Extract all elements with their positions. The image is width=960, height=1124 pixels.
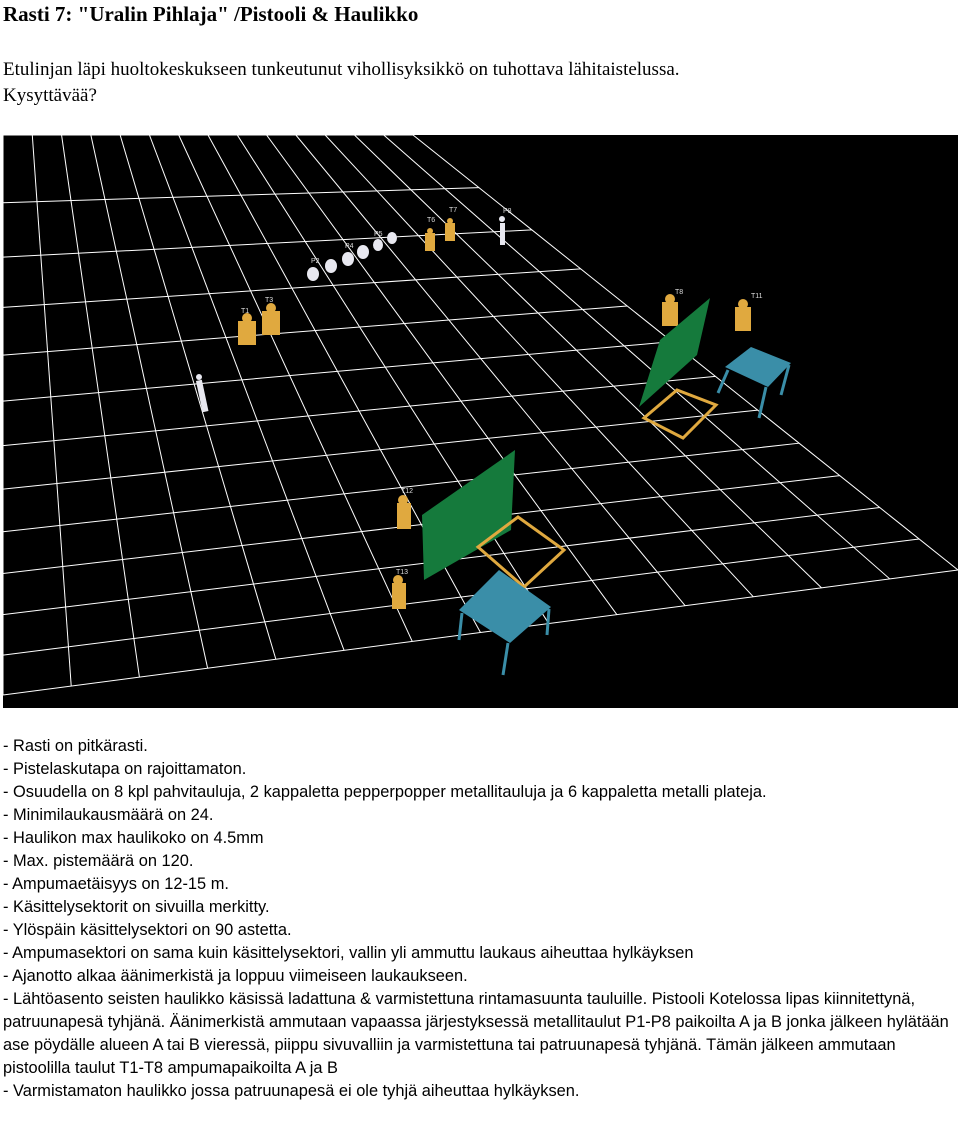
label-t7: T7 <box>449 207 458 214</box>
rule-item: - Pistelaskutapa on rajoittamaton. <box>3 760 247 778</box>
rule-item: - Käsittelysektorit on sivuilla merkitty. <box>3 898 270 916</box>
label-t8: T8 <box>675 289 684 296</box>
label-p8: P8 <box>503 208 512 215</box>
stage-description <box>3 57 680 109</box>
rule-item: - Osuudella on 8 kpl pahvitauluja, 2 kappaletta pepperpopper metallitauluja ja 6 kappaletta metalli plateja. <box>3 783 767 801</box>
table-b <box>459 570 551 675</box>
label-t6: T6 <box>427 217 436 224</box>
stage-layout-3d-view <box>3 135 958 708</box>
target-t3 <box>262 303 280 335</box>
label-t3: T3 <box>265 297 274 304</box>
rule-item: - Ampumaetäisyys on 12-15 m. <box>3 875 229 893</box>
label-t11: T11 <box>751 293 763 300</box>
target-t11 <box>735 299 751 331</box>
target-t8 <box>662 294 678 326</box>
wall-b <box>422 450 515 580</box>
target-t12 <box>397 495 411 529</box>
stage-rules <box>3 735 958 1103</box>
rule-item: - Varmistamaton haulikko jossa patruunapesä ei ole tyhjä aiheuttaa hylkäyksen. <box>3 1082 580 1100</box>
rule-item: - Haulikon max haulikoko on 4.5mm <box>3 829 264 847</box>
target-t1 <box>238 313 256 345</box>
rule-item: - Ampumasektori on sama kuin käsittelysektori, vallin yli ammuttu laukaus aiheuttaa hylkäyksen <box>3 944 694 962</box>
intro-line: Etulinjan läpi huoltokeskukseen tunkeutunut vihollisyksikkö on tuhottava lähitaistelussa. <box>3 59 680 80</box>
rule-item: - Lähtöasento seisten haulikko käsissä ladattuna & varmistettuna rintamasuunta tauluille. Pistooli Kotelossa lipas kiinnitettynä, patruunapesä tyhjänä. Äänimerkistä ammutaan vapaassa järjestyksessä metallitaulut P1-P8 paikoilta A ja B jonka jälkeen hylätään ase pöydälle alueen A tai B vieressä, piippu sivuvalliin ja varmistettuna tai patruunapesä tyhjänä. Tämän jälkeen ammutaan pistoolilla taulut T1-T8 ampumapaikoilta A ja B <box>3 990 949 1077</box>
label-t1: T1 <box>241 308 250 315</box>
rule-item: - Rasti on pitkärasti. <box>3 737 148 755</box>
page-title: Rasti 7: "Uralin Pihlaja" /Pistooli & Haulikko <box>3 2 419 26</box>
shooting-box-a <box>644 390 716 438</box>
label-t13: T13 <box>396 569 409 576</box>
target-t6 <box>425 228 435 251</box>
label-p2: P2 <box>311 258 320 265</box>
rule-item: - Minimilaukausmäärä on 24. <box>3 806 214 824</box>
label-p5: P5 <box>374 231 383 238</box>
rule-item: - Max. pistemäärä on 120. <box>3 852 194 870</box>
target-t13 <box>392 575 406 609</box>
label-p4: P4 <box>345 243 354 250</box>
popper-p1 <box>196 374 209 412</box>
target-t7 <box>445 218 455 241</box>
label-t12: T12 <box>401 488 414 495</box>
popper-p8 <box>499 216 505 245</box>
rule-item: - Ajanotto alkaa äänimerkistä ja loppuu viimeiseen laukaukseen. <box>3 967 468 985</box>
rule-item: - Ylöspäin käsittelysektori on 90 astetta. <box>3 921 292 939</box>
intro-question: Kysyttävää? <box>3 85 97 106</box>
